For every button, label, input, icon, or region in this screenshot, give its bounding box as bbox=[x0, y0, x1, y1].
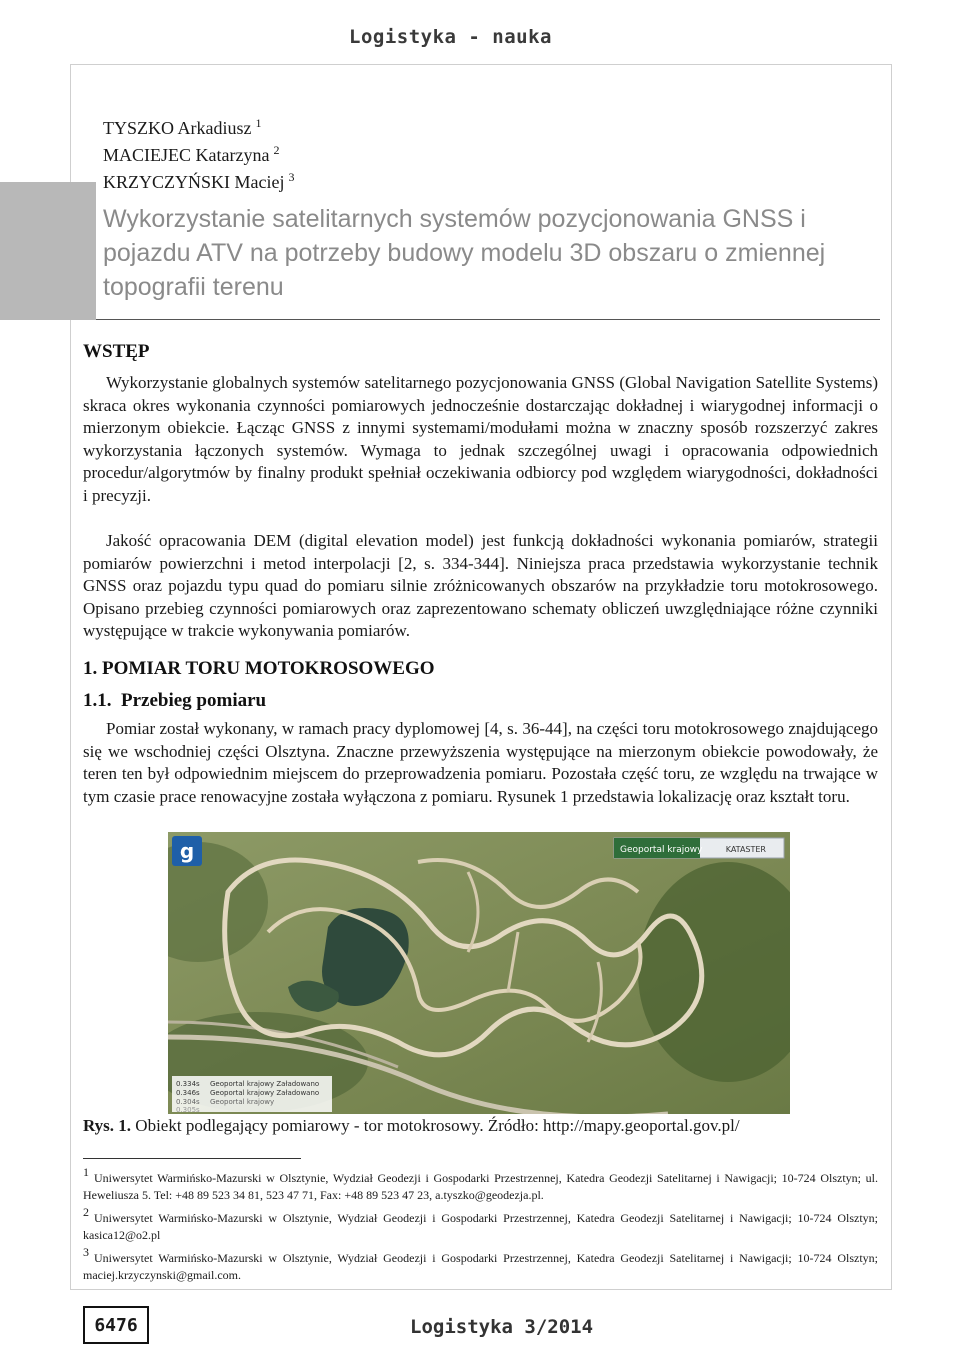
footnote: $^1$ Uniwersytet Warmińsko-Mazurski w Olsztynie, Wydział Geodezji i Gospodarki Przestrzennej, Katedra Geodezji Satelitarnej i Nawigacji; 10-724 Olsztyn; ul. Heweliusza 5. Tel: +48 89 523 34 81, 523 47 71, Fax: +48 89 523 47 23, a.tyszko@geodezja.pl. bbox=[83, 1165, 878, 1202]
aerial-map-figure bbox=[168, 832, 790, 1114]
footnotes bbox=[83, 1164, 878, 1284]
intro-paragraph-2: Jakość opracowania DEM (digital elevation model) jest funkcją dokładności wykonania pomiarów, strategii pomiarów powierzchni i metod interpolacji [2, s. 334-344]. Niniejsza praca przedstawia wykorzystanie technik GNSS oraz pojazdu typu quad do pomiaru silnie zróżnicowanych obszarów na przykładzie toru motokrosowego. Opisano przebieg czynności pomiarowych oraz zaprezentowano schematy obliczeń uwzględniające różne czynniki występujące w trakcie wykonywania pomiarów. bbox=[83, 531, 878, 641]
load-list-text: Geoportal krajowy bbox=[210, 1098, 275, 1106]
load-list-time: 0.346s bbox=[176, 1089, 200, 1097]
journal-header: Logistyka - nauka bbox=[349, 26, 552, 48]
intro-paragraph-1: Wykorzystanie globalnych systemów satelitarnego pozycjonowania GNSS (Global Navigation Satellite Systems) skraca okres wykonania czynności pomiarowych jednocześnie dostarczając dokładnej i wiarygodnej informacji o mierzonym obiekcie. Łącząc GNSS z innymi systemami/modułami można w znaczny sposób rozszerzyć zakres wykorzystania łączonych systemów. Wymaga to jednak szczególnej uwagi i opracowania odpowiednich procedur/algorytmów by finalny produkt spełniał oczekiwania odbiorcy pod względem wiarygodności, dokładności i precyzji. bbox=[83, 373, 878, 505]
geoportal-banner-text: Geoportal krajowy bbox=[620, 845, 703, 855]
figure-caption: Rys. 1. Obiekt podlegający pomiarowy - tor motokrosowy. Źródło: http://mapy.geoportal.gov.pl/ bbox=[83, 1116, 740, 1135]
load-list-time: 0.304s bbox=[176, 1098, 200, 1106]
footnote: $^2$ Uniwersytet Warmińsko-Mazurski w Olsztynie, Wydział Geodezji i Gospodarki Przestrzennej, Katedra Geodezji Satelitarnej i Nawigacji; 10-724 Olsztyn; kasica12@o2.pl bbox=[83, 1205, 878, 1242]
journal-footer: Logistyka 3/2014 bbox=[410, 1316, 594, 1338]
author: MACIEJEC Katarzyna $^2$ bbox=[103, 143, 280, 165]
load-list-text: Geoportal krajowy Załadowano bbox=[210, 1089, 320, 1097]
load-list-time: 0.305s bbox=[176, 1106, 200, 1114]
footnote-divider bbox=[83, 1158, 301, 1159]
title-side-bar bbox=[0, 182, 96, 320]
geoportal-banner-right: KATASTER bbox=[725, 845, 766, 854]
page-number: 6476 bbox=[83, 1306, 149, 1344]
author: KRZYCZYŃSKI Maciej $^3$ bbox=[103, 170, 295, 192]
section-heading-intro: WSTĘP bbox=[83, 341, 150, 362]
load-list-text: Geoportal krajowy Załadowano bbox=[210, 1080, 320, 1088]
author-list bbox=[103, 112, 294, 193]
load-list-time: 0.334s bbox=[176, 1080, 200, 1088]
geoportal-logo-icon: g bbox=[179, 839, 195, 863]
title-divider bbox=[96, 319, 880, 320]
subsection-heading-1-1: 1.1. Przebieg pomiaru bbox=[83, 690, 267, 711]
paper-title: Wykorzystanie satelitarnych systemów pozycjonowania GNSS i pojazdu ATV na potrzeby budowy modelu 3D obszaru o zmiennej topografii terenu bbox=[103, 205, 826, 301]
author: TYSZKO Arkadiusz $^1$ bbox=[103, 116, 262, 138]
aerial-photo bbox=[168, 832, 790, 1114]
footnote: $^3$ Uniwersytet Warmińsko-Mazurski w Olsztynie, Wydział Geodezji i Gospodarki Przestrzennej, Katedra Geodezji Satelitarnej i Nawigacji; 10-724 Olsztyn; maciej.krzyczynski@gmail.com. bbox=[83, 1245, 878, 1282]
section1-paragraph-1: Pomiar został wykonany, w ramach pracy dyplomowej [4, s. 36-44], na części toru motokrosowego znajdującego się we wschodniej części Olsztyna. Znaczne przewyższenia występujące na mierzonym obiekcie powodowały, że teren ten był odpowiednim miejscem do przeprowadzenia pomiaru. Pozostała część toru, ze względu na trwające w tym czasie prace renowacyjne została wyłączona z pomiaru. Rysunek 1 przedstawia lokalizację oraz kształt toru. bbox=[83, 719, 878, 806]
section-heading-1: 1. POMIAR TORU MOTOKROSOWEGO bbox=[83, 658, 435, 679]
